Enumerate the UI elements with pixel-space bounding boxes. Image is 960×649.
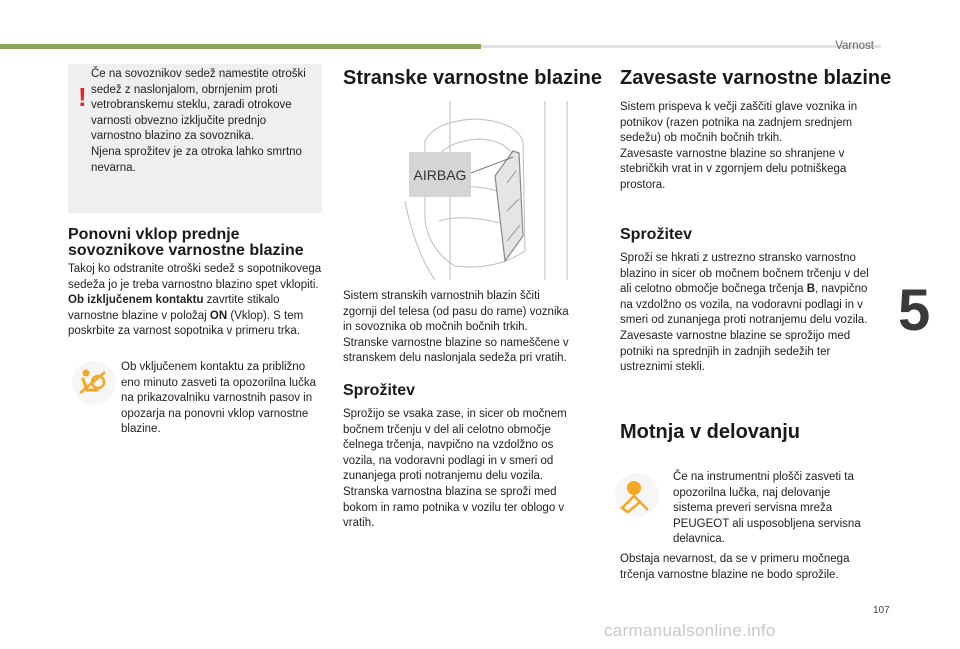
malfunction-paragraph: Obstaja nevarnost, da se v primeru močnega trčenja varnostne blazine ne bodo sprožile. [620,553,850,581]
side-airbags-deploy-heading: Sprožitev [343,382,416,399]
curtain-airbags-deploy-heading: Sprožitev [620,226,693,243]
reactivation-paragraph: Takoj ko odstranite otroški sedež s sopotnikovega sedeža jo je treba varnostno blazino spet vklopiti. Ob izključenem kontaktu zavrtite stikalo varnostne blazine v položaj ON (Vklop). S tem poskrbite za varnost sopotnika v primeru trka. [68,263,322,338]
reactivation-lamp-text: Ob vključenem kontaktu za približno eno minuto zasveti ta opozorilna lučka na prikazovalniku varnostnih pasov in opozarja na ponovni vklop varnostne blazine. [121,361,316,436]
malfunction-heading: Motnja v delovanju [620,421,801,443]
airbag-warning-lamp-icon [71,360,117,406]
warning-exclamation-icon: ! [78,82,87,112]
chapter-number: 5 [898,278,931,343]
reactivation-heading: Ponovni vklop prednje sovoznikove varnostne blazine [68,226,304,259]
service-warning-lamp-icon [614,472,660,518]
page-number: 107 [873,605,890,616]
malfunction-lamp-text: Če na instrumentni plošči zasveti ta opozorilna lučka, naj delovanje sistema preveri servisna mreža PEUGEOT ali usposobljena servisna delavnica. [673,471,861,546]
warning-text: Če na sovoznikov sedež namestite otroški sedež z naslonjalom, obrnjenim proti vetrobranskemu steklu, zaradi otrokove varnosti obvezno izključite prednjo varnostno blazino za sovoznika. Njena sprožitev je za otroka lahko smrtno nevarna. [91,68,306,174]
curtain-airbags-deploy-paragraph: Sproži se hkrati z ustrezno stransko varnostno blazino in sicer ob močnem bočnem trčenju v del ali celotno območje bočnega trčenja B, navpično na vzdolžno os vozila, na vodoravni podlagi in v smeri od zunanjega proti notranjemu delu vozila. Zavesaste varnostne blazine se sprožijo med potniki na sprednjih in zadnjih sedežih ter ustreznimi stekli. [620,252,869,374]
curtain-airbags-paragraph: Sistem prispeva k večji zaščiti glave voznika in potnikov (razen potnika na zadnjem srednjem sedežu) ob močnih bočnih trkih. Zavesaste varnostne blazine so shranjene v stebričkih vrat in v zgornjem delu potniškega prostora. [620,101,858,191]
header-accent-bar [0,44,481,49]
side-airbags-paragraph: Sistem stranskih varnostnih blazin ščiti zgornji del telesa (od pasu do rame) voznika in sovoznika ob močnih bočnih trkih. Stranske varnostne blazine so nameščene v stranskem delu naslonjala sedeža pri vratih. [343,290,569,365]
side-airbags-deploy-paragraph: Sprožijo se vsaka zase, in sicer ob močnem bočnem trčenju v del ali celotno območje čelnega trčenja, navpično na vzdolžno os vozila, na vodoravni podlagi in v smeri od zunanjega proti notranjemu delu vozila. Stranska varnostna blazina se sproži med bokom in ramo potnika v vozilu ter oblogo v vratih. [343,408,567,530]
section-title: Varnost [835,40,874,52]
curtain-airbags-heading: Zavesaste varnostne blazine [620,67,892,89]
side-airbags-heading: Stranske varnostne blazine [343,67,602,89]
watermark: carmanualsonline.info [604,621,776,640]
header-rule [481,45,881,48]
airbag-label: AIRBAG [409,152,471,197]
